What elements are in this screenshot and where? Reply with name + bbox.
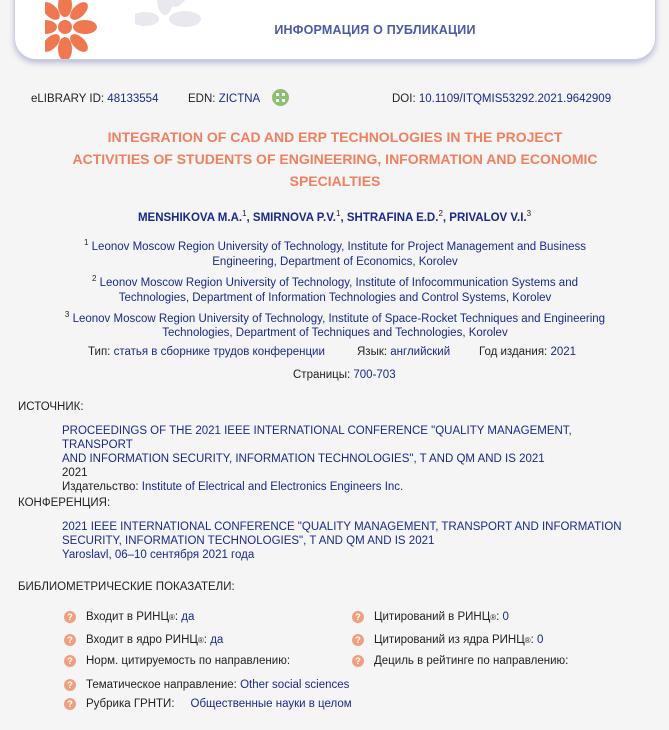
- author-link[interactable]: SHTRAFINA E.D.: [346, 211, 439, 224]
- metric-topic: ? Тематическое направление: Other social sciences: [64, 679, 349, 691]
- source-block: PROCEEDINGS OF THE 2021 IEEE INTERNATIONAL CONFERENCE "QUALITY MANAGEMENT, TRANSPORT AND INFORMATION SECURITY, INFORMATION TECHNOLOGIES", T AND QM AND IS 2021 2021 Издательство: Institute of Electrical and Electronics Engineers Inc.: [62, 424, 632, 494]
- metric-rinc: ? Входит в РИНЦ ® : да: [64, 611, 194, 623]
- conference-title-link[interactable]: 2021 IEEE INTERNATIONAL CONFERENCE "QUALITY MANAGEMENT, TRANSPORT AND INFORMATION SECURITY, INFORMATION TECHNOLOGIES", T AND QM AND IS 2021: [62, 521, 622, 547]
- conference-heading: КОНФЕРЕНЦИЯ:: [18, 497, 111, 509]
- affiliation-item: $^1$ Leonov Moscow Region University of Technology, Institute for Project Management and Business Engineering, Department of Economics, Korolev: [84, 238, 586, 268]
- help-icon[interactable]: ?: [64, 655, 76, 667]
- affiliations: [40, 235, 630, 342]
- topic-link[interactable]: Other social sciences: [240, 679, 350, 691]
- help-icon[interactable]: ?: [352, 655, 364, 667]
- qr-code-icon[interactable]: [272, 89, 289, 106]
- help-icon[interactable]: ?: [64, 679, 76, 691]
- help-icon[interactable]: ?: [352, 611, 364, 623]
- source-title-link[interactable]: PROCEEDINGS OF THE 2021 IEEE INTERNATIONAL CONFERENCE "QUALITY MANAGEMENT, TRANSPORT AND INFORMATION SECURITY, INFORMATION TECHNOLOGIES", T AND QM AND IS 2021: [62, 425, 572, 465]
- metric-decile: ? Дециль в рейтинге по направлению:: [352, 655, 568, 667]
- source-year: 2021: [62, 467, 88, 479]
- pages-field: Страницы: 700-703: [293, 369, 396, 381]
- metric-norm-citation: ? Норм. цитируемость по направлению:: [64, 655, 290, 667]
- affiliation-item: $^2$ Leonov Moscow Region University of Technology, Institute of Infocommunication Systems and Technologies, Department of Information Technologies and Control Systems, Korolev: [91, 273, 578, 304]
- metric-citations-rinc: ? Цитирований в РИНЦ ® : 0: [352, 611, 509, 623]
- affiliation-item: $^3$ Leonov Moscow Region University of Technology, Institute of Space-Rocket Techniques and Engineering Technologies, Department of Techniques and Technologies, Korolev: [64, 309, 606, 340]
- type-field: Тип: статья в сборнике трудов конференции: [88, 346, 325, 358]
- language-field: Язык: английский: [357, 346, 451, 358]
- help-icon[interactable]: ?: [64, 698, 76, 710]
- edn: EDN: ZICTNA: [188, 93, 261, 105]
- header-panel: [14, 0, 656, 60]
- metric-citations-core: ? Цитирований из ядра РИНЦ ® : 0: [352, 634, 543, 646]
- publication-title: INTEGRATION OF CAD AND ERP TECHNOLOGIES IN THE PROJECT ACTIVITIES OF STUDENTS OF ENGINEERING, INFORMATION AND ECONOMIC SPECIALTIES: [72, 129, 598, 189]
- header-title: ИНФОРМАЦИЯ О ПУБЛИКАЦИИ: [274, 23, 476, 37]
- edn-value: ZICTNA: [218, 93, 261, 105]
- grnti-link[interactable]: Общественные науки в целом: [190, 698, 352, 710]
- doi: DOI: 10.1109/ITQMIS53292.2021.9642909: [392, 93, 612, 105]
- source-heading: ИСТОЧНИК:: [18, 401, 84, 413]
- help-icon[interactable]: ?: [64, 611, 76, 623]
- author-link[interactable]: SMIRNOVA P.V.: [252, 211, 337, 224]
- conference-location: Yaroslavl, 06–10 сентября 2021 года: [62, 549, 255, 561]
- elibrary-id-value: 48133554: [107, 93, 159, 105]
- help-icon[interactable]: ?: [352, 634, 364, 646]
- elibrary-id: eLIBRARY ID: 48133554: [31, 93, 159, 105]
- biblio-heading: БИБЛИОМЕТРИЧЕСКИЕ ПОКАЗАТЕЛИ:: [18, 581, 235, 593]
- metric-grnti: ? Рубрика ГРНТИ: Общественные науки в целом: [64, 698, 352, 710]
- year-field: Год издания: 2021: [479, 346, 577, 358]
- author-link[interactable]: PRIVALOV V.I.: [449, 211, 527, 224]
- metric-rinc-core: ? Входит в ядро РИНЦ ® : да: [64, 634, 223, 646]
- conference-block: [62, 520, 632, 562]
- author-link[interactable]: MENSHIKOVA M.A.: [137, 211, 243, 224]
- authors-list: MENSHIKOVA M.A.$^1$, SMIRNOVA P.V.$^1$, SHTRAFINA E.D.$^2$, PRIVALOV V.I.$^3$: [137, 209, 532, 224]
- help-icon[interactable]: ?: [64, 634, 76, 646]
- doi-link[interactable]: 10.1109/ITQMIS53292.2021.9642909: [418, 93, 612, 105]
- publisher-link[interactable]: Institute of Electrical and Electronics Engineers Inc.: [141, 481, 404, 493]
